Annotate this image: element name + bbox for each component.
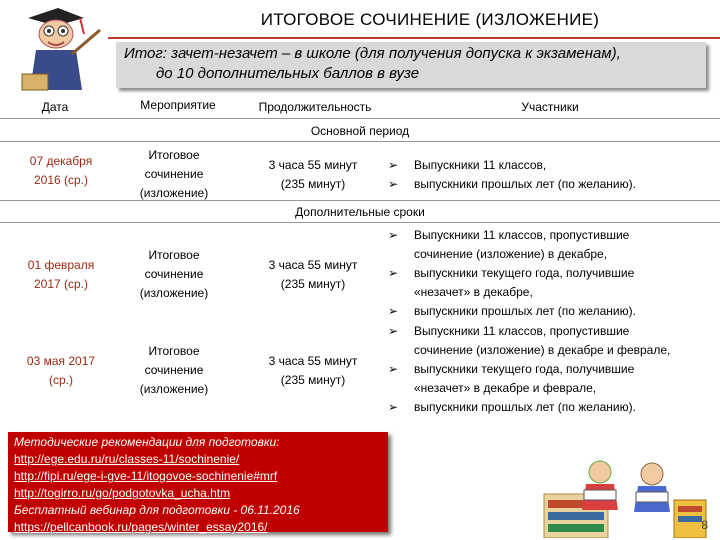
link-ege[interactable]: http://ege.edu.ru/ru/classes-11/sochinenie/ — [14, 452, 240, 466]
summary-line-1: зачет-незачет – в школе (для получения допуска к экзаменам), — [171, 45, 621, 62]
list-item: ➢ выпускники прошлых лет (по желанию). — [388, 302, 718, 321]
title-underline — [108, 37, 720, 39]
section-main-title: Основной период — [310, 124, 410, 138]
list-item: ➢ Выпускники 11 классов, пропустившие — [388, 226, 718, 245]
list-item-continued: сочинение (изложение) в декабре, — [414, 247, 608, 261]
row-1-duration: 3 часа 55 минут (235 минут) — [268, 158, 358, 191]
resources-title: Методические рекомендации для подготовки: — [14, 435, 280, 449]
list-item-continued: «незачет» в декабре, — [414, 285, 533, 299]
row-3-participants — [388, 322, 718, 417]
resources-box — [8, 432, 388, 532]
row-2-date: 01 февраля 2017 (ср.) — [27, 258, 95, 291]
list-item: ➢ Выпускники 11 классов, пропустившие — [388, 322, 718, 341]
summary-label: Итог: — [124, 45, 167, 62]
header-date: Дата — [41, 100, 69, 114]
section-extra-title: Дополнительные сроки — [295, 205, 425, 219]
page-title: ИТОГОВОЕ СОЧИНЕНИЕ (ИЗЛОЖЕНИЕ) — [260, 10, 600, 29]
row-3-date: 03 мая 2017 (ср.) — [26, 354, 96, 387]
link-togirro[interactable]: http://togirro.ru/go/podgotovka_ucha.htm — [14, 486, 231, 500]
list-item: ➢ выпускники текущего года, получившие — [388, 360, 718, 379]
row-1-date: 07 декабря 2016 (ср.) — [29, 154, 93, 187]
summary-line-2: до 10 дополнительных баллов в вузе — [156, 65, 420, 82]
webinar-text: Бесплатный вебинар для подготовки - 06.11.2016 — [14, 503, 300, 517]
row-3-duration: 3 часа 55 минут (235 минут) — [268, 354, 358, 387]
divider — [0, 118, 720, 119]
row-2-participants — [388, 226, 718, 321]
row-3-event: Итоговое сочинение (изложение) — [139, 344, 209, 396]
page-number: 8 — [701, 518, 708, 532]
row-1-event: Итоговое сочинение (изложение) — [139, 148, 209, 200]
row-2-duration: 3 часа 55 минут (235 минут) — [268, 258, 358, 291]
header-duration: Продолжительность — [258, 100, 372, 114]
header-event: Мероприятие — [140, 98, 216, 112]
kids-reading-illustration — [540, 450, 710, 538]
header-participants: Участники — [521, 100, 579, 114]
link-webinar[interactable]: https://pellcanbook.ru/pages/winter_essay2016/ — [14, 520, 268, 534]
list-item-continued: «незачет» в декабре и феврале, — [414, 381, 597, 395]
list-item: ➢ выпускники прошлых лет (по желанию). — [388, 398, 718, 417]
teacher-illustration — [6, 4, 106, 92]
divider — [0, 200, 720, 201]
list-item: ➢ Выпускники 11 классов, — [388, 156, 718, 175]
list-item: ➢ выпускники прошлых лет (по желанию). — [388, 175, 718, 194]
divider — [0, 141, 720, 142]
link-fipi[interactable]: http://fipi.ru/ege-i-gve-11/itogovoe-sochinenie#mrf — [14, 469, 278, 483]
divider — [0, 222, 720, 223]
list-item-continued: сочинение (изложение) в декабре и феврале, — [414, 343, 671, 357]
row-2-event: Итоговое сочинение (изложение) — [139, 248, 209, 300]
summary-box — [116, 42, 706, 88]
list-item: ➢ выпускники текущего года, получившие — [388, 264, 718, 283]
row-1-participants — [388, 156, 718, 194]
